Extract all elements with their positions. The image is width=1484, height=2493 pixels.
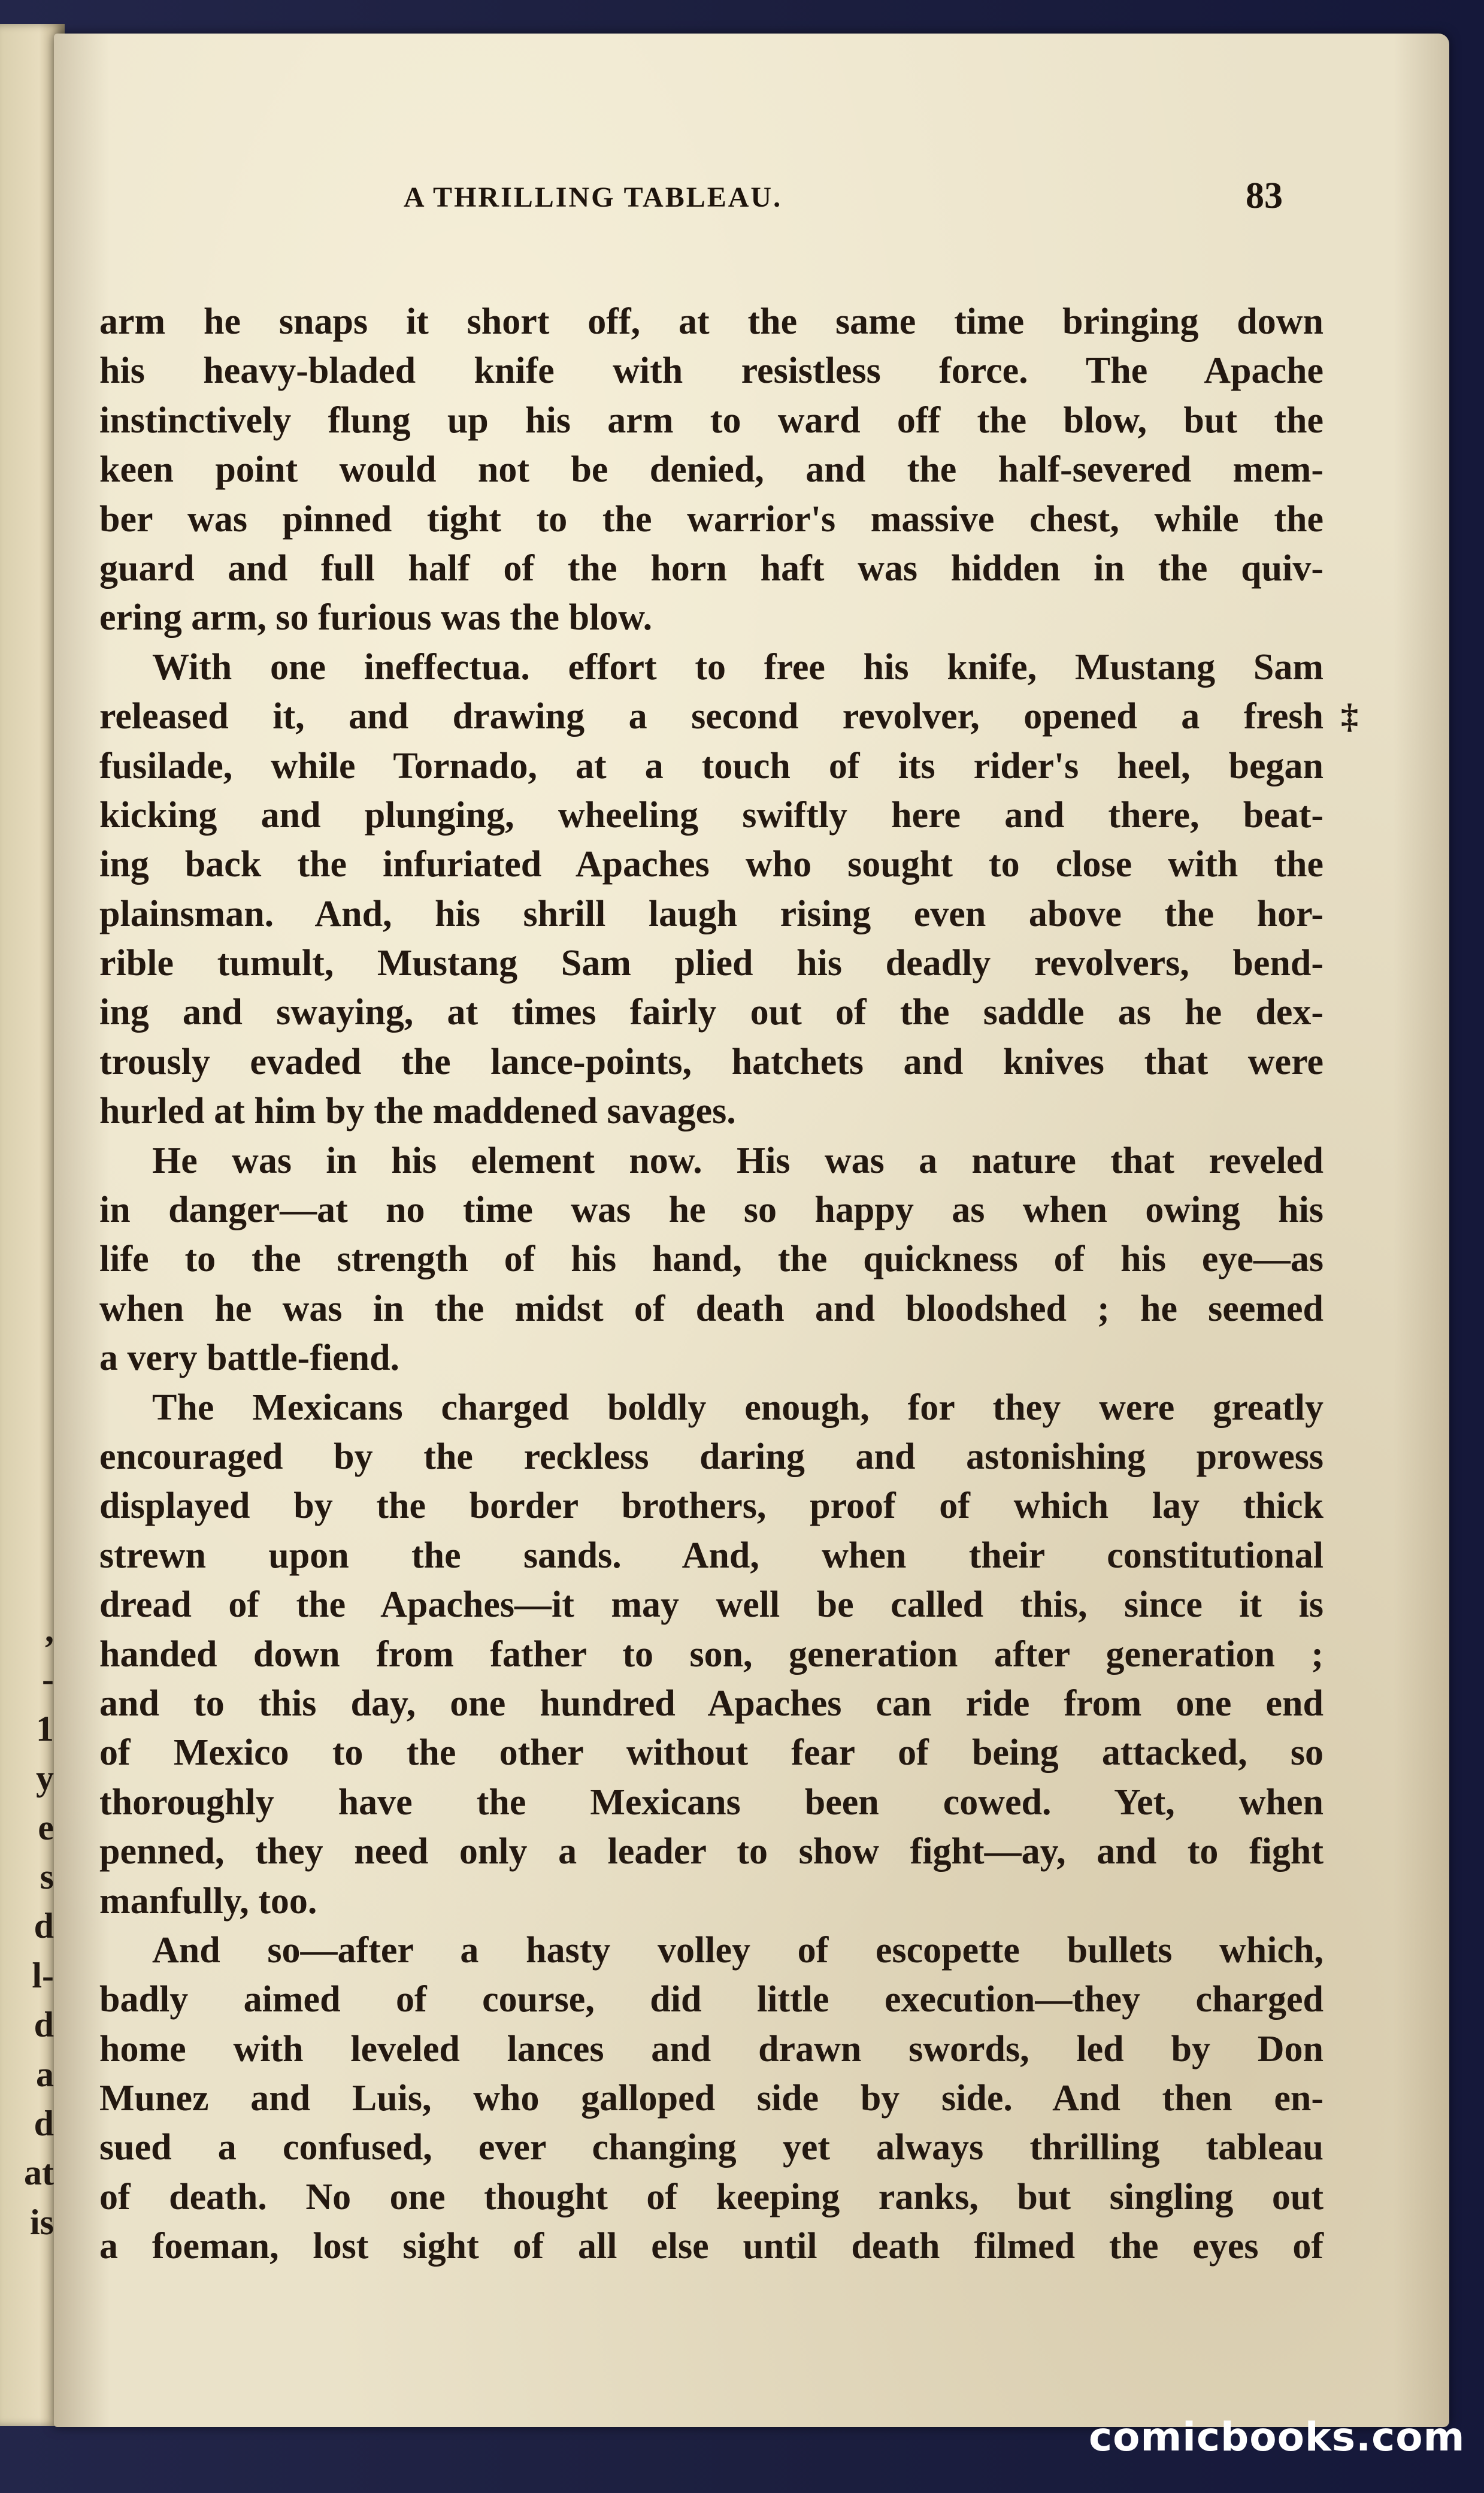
text-line: when he was in the midst of death and bloodshed ; he seemed xyxy=(99,1288,1324,1329)
text-line: With one ineffectua. effort to free his knife, Mustang Sam xyxy=(152,646,1324,688)
facing-page-fragment: d xyxy=(34,2005,54,2045)
text-line: He was in his element now. His was a nature that reveled xyxy=(152,1140,1324,1181)
text-line: a very battle-fiend. xyxy=(99,1338,400,1379)
text-line: thoroughly have the Mexicans been cowed. Yet, when xyxy=(99,1781,1324,1823)
facing-page-fragment: , xyxy=(45,1610,54,1650)
text-line: strewn upon the sands. And, when their constitutional xyxy=(99,1535,1324,1576)
facing-page-fragment: - xyxy=(42,1659,54,1699)
page-number: 83 xyxy=(1246,176,1283,216)
facing-page-fragment: l- xyxy=(32,1955,54,1995)
text-line: sued a confused, ever changing yet always thrilling tableau xyxy=(99,2127,1324,2168)
facing-page-fragment: e xyxy=(38,1807,54,1847)
text-line: handed down from father to son, generation after generation ; xyxy=(99,1633,1324,1675)
text-line: trously evaded the lance-points, hatchets and knives that were xyxy=(99,1041,1324,1082)
facing-page-fragment: 1 xyxy=(36,1708,54,1748)
book-page xyxy=(54,34,1449,2427)
text-line: keen point would not be denied, and the half-severed mem- xyxy=(99,449,1324,491)
text-line: ering arm, so furious was the blow. xyxy=(99,597,653,639)
facing-page-fragment: a xyxy=(36,2054,54,2094)
text-line: arm he snaps it short off, at the same time bringing down xyxy=(99,301,1324,342)
text-line: rible tumult, Mustang Sam plied his deadly revolvers, bend- xyxy=(99,943,1324,984)
text-line: fusilade, while Tornado, at a touch of its rider's heel, began xyxy=(99,745,1324,786)
watermark: comicbooks.com xyxy=(1089,2414,1465,2460)
running-title: A THRILLING TABLEAU. xyxy=(403,181,783,213)
facing-page-fragment: d xyxy=(34,2104,54,2144)
text-line: instinctively flung up his arm to ward off the blow, but the xyxy=(99,400,1324,441)
body-text xyxy=(99,297,1358,2271)
text-line: guard and full half of the horn haft was hidden in the quiv- xyxy=(99,547,1324,589)
text-line: penned, they need only a leader to show fight—ay, and to fight xyxy=(99,1831,1324,1872)
text-line: And so—after a hasty volley of escopette bullets which, xyxy=(152,1929,1324,1971)
facing-page-fragment: is xyxy=(29,2202,54,2242)
text-line: ber was pinned tight to the warrior's massive chest, while the xyxy=(99,498,1324,540)
text-line: kicking and plunging, wheeling swiftly here and there, beat- xyxy=(99,794,1324,836)
text-line: dread of the Apaches—it may well be called this, since it is xyxy=(99,1584,1324,1626)
text-line: of death. No one thought of keeping ranks, but singling out xyxy=(99,2176,1324,2217)
facing-page-fragment: y xyxy=(36,1758,54,1798)
text-line: The Mexicans charged boldly enough, for they were greatly xyxy=(152,1387,1324,1428)
margin-mark: ‡ xyxy=(1341,697,1358,736)
text-line: in danger—at no time was he so happy as when owing his xyxy=(99,1190,1324,1231)
text-line: plainsman. And, his shrill laugh rising even above the hor- xyxy=(99,893,1324,934)
text-line: of Mexico to the other without fear of being attacked, so xyxy=(99,1732,1324,1774)
text-line: ing back the infuriated Apaches who sought to close with the xyxy=(99,844,1324,885)
text-line: badly aimed of course, did little execution—they charged xyxy=(99,1979,1324,2020)
text-line: life to the strength of his hand, the quickness of his eye—as xyxy=(99,1239,1324,1280)
text-line: a foeman, lost sight of all else until death filmed the eyes of xyxy=(99,2226,1324,2267)
text-line: displayed by the border brothers, proof of which lay thick xyxy=(99,1485,1324,1527)
text-line: hurled at him by the maddened savages. xyxy=(99,1091,736,1132)
running-header xyxy=(54,176,1449,229)
text-line: ing and swaying, at times fairly out of the saddle as he dex- xyxy=(99,992,1324,1033)
text-line: encouraged by the reckless daring and astonishing prowess xyxy=(99,1436,1324,1477)
text-line: released it, and drawing a second revolver, opened a fresh ‡ xyxy=(99,692,1324,741)
facing-page-fragments xyxy=(0,1605,60,2247)
facing-page-fragment: at xyxy=(24,2153,54,2193)
text-line: his heavy-bladed knife with resistless force. The Apache xyxy=(99,350,1324,392)
facing-page-fragment: d xyxy=(34,1906,54,1946)
text-line: manfully, too. xyxy=(99,1880,317,1922)
text-line: Munez and Luis, who galloped side by side. And then en- xyxy=(99,2078,1324,2119)
facing-page-fragment: s xyxy=(40,1857,54,1897)
text-line: and to this day, one hundred Apaches can ride from one end xyxy=(99,1683,1324,1724)
text-line: home with leveled lances and drawn swords, led by Don xyxy=(99,2028,1324,2070)
